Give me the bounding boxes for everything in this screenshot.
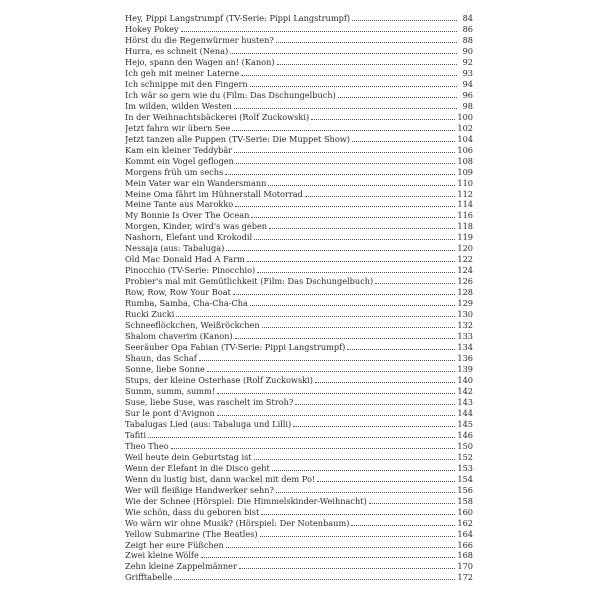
dot-leader — [235, 206, 455, 207]
toc-entry-page-number: 156 — [457, 484, 473, 495]
toc-entry-title: Hejo, spann den Wagen an! (Kanon) — [125, 56, 275, 67]
toc-entry-title: Sur le pont d'Avignon — [125, 407, 215, 418]
toc-entry — [125, 90, 473, 101]
toc-entry — [125, 353, 473, 364]
toc-entry-page-number: 118 — [457, 221, 473, 232]
toc-entry-page-number: 88 — [462, 34, 473, 45]
toc-entry-title: Hörst du die Regenwürmer husten? — [125, 34, 274, 45]
toc-entry — [125, 309, 473, 320]
toc-entry — [125, 178, 473, 189]
toc-entry-page-number: 106 — [457, 144, 473, 155]
dot-leader — [226, 250, 455, 251]
dot-leader — [225, 174, 455, 175]
toc-entry-page-number: 145 — [457, 418, 473, 429]
toc-entry-title: Shaun, das Schaf — [125, 353, 197, 364]
toc-entry-page-number: 129 — [457, 298, 473, 309]
toc-entry — [125, 561, 473, 572]
toc-entry-title: Rumba, Samba, Cha-Cha-Cha — [125, 298, 248, 309]
dot-leader — [293, 426, 455, 427]
dot-leader — [217, 393, 455, 394]
dot-leader — [174, 579, 455, 580]
dot-leader — [272, 470, 456, 471]
toc-entry-page-number: 119 — [457, 232, 473, 243]
toc-entry-title: Wie schön, dass du geboren bist — [125, 506, 260, 517]
toc-entry-page-number: 90 — [462, 45, 473, 56]
toc-entry-title: Yellow Submarine (The Beatles) — [125, 528, 258, 539]
toc-entry — [125, 485, 473, 496]
toc-entry-title: Schneeflöckchen, Weißröckchen — [125, 320, 260, 331]
toc-entry-page-number: 116 — [457, 210, 473, 221]
toc-entry-page-number: 160 — [457, 506, 473, 517]
toc-entry-page-number: 142 — [457, 385, 473, 396]
toc-entry-page-number: 143 — [457, 396, 473, 407]
toc-entry-page-number: 84 — [462, 13, 473, 23]
toc-entry — [125, 408, 473, 419]
toc-entry — [125, 331, 473, 342]
toc-entry — [125, 254, 473, 265]
dot-leader — [247, 261, 456, 262]
toc-entry-title: Wer will fleißige Handwerker sehn? — [125, 484, 274, 495]
toc-entry — [125, 13, 473, 24]
dot-leader — [261, 514, 455, 515]
dot-leader — [250, 305, 455, 306]
toc-entry — [125, 287, 473, 298]
toc-entry-page-number: 170 — [457, 561, 473, 572]
dot-leader — [311, 119, 455, 120]
toc-entry-title: Mein Vater war ein Wandersmann — [125, 177, 267, 188]
dot-leader — [233, 294, 455, 295]
toc-entry — [125, 375, 473, 386]
toc-entry — [125, 419, 473, 430]
toc-entry-title: Sonne, liebe Sonne — [125, 364, 205, 374]
toc-entry — [125, 397, 473, 408]
toc-entry-title: Zwei kleine Wölfe — [125, 550, 199, 561]
toc-entry — [125, 35, 473, 46]
toc-entry-page-number: 94 — [462, 78, 473, 89]
toc-entry-title: Meine Oma fährt im Hühnerstall Motorrad — [125, 188, 303, 199]
toc-entry-page-number: 120 — [457, 243, 473, 254]
toc-entry-title: Grifftabelle — [125, 572, 173, 583]
toc-entry-title: Theo Theo — [125, 440, 169, 451]
toc-entry-title: Ich wär so gern wie du (Film: Das Dschungelbuch) — [125, 89, 336, 100]
dot-leader — [305, 196, 455, 197]
toc-entry — [125, 540, 473, 551]
dot-leader — [176, 316, 455, 317]
dot-leader — [262, 327, 456, 328]
toc-entry-page-number: 172 — [457, 572, 473, 583]
toc-entry-title: Kommt ein Vogel geflogen — [125, 155, 234, 166]
toc-entry-page-number: 150 — [457, 440, 473, 451]
toc-entry-page-number: 136 — [457, 353, 473, 364]
toc-entry-page-number: 109 — [457, 166, 473, 177]
toc-entry-title: Row, Row, Row Your Boat — [125, 287, 231, 298]
dot-leader — [260, 536, 456, 537]
dot-leader — [230, 53, 457, 54]
dot-leader — [369, 503, 456, 504]
toc-entry-title: Seeräuber Opa Fabian (TV-Serie: Pippi Langstrumpf) — [125, 342, 346, 353]
toc-entry — [125, 474, 473, 485]
toc-entry — [125, 320, 473, 331]
toc-entry-page-number: 128 — [457, 287, 473, 298]
toc-entry-title: Ich geh mit meiner Laterne — [125, 67, 240, 78]
toc-entry-page-number: 133 — [457, 331, 473, 342]
toc-entry-page-number: 102 — [457, 122, 473, 133]
toc-entry-title: Jetzt fahrn wir übern See — [125, 122, 231, 133]
toc-entry-page-number: 132 — [457, 320, 473, 331]
toc-entry-page-number: 104 — [457, 133, 473, 144]
toc-entry-page-number: 108 — [457, 155, 473, 166]
toc-entry-page-number: 122 — [457, 254, 473, 265]
toc-entry — [125, 46, 473, 57]
toc-entry-page-number: 112 — [457, 188, 473, 199]
toc-entry-title: Nashorn, Elefant und Krokodil — [125, 232, 253, 243]
toc-entry-page-number: 166 — [457, 539, 473, 550]
toc-entry-page-number: 152 — [457, 451, 473, 462]
dot-leader — [347, 349, 455, 350]
toc-entry — [125, 265, 473, 276]
toc-entry-title: Jetzt tanzen alle Puppen (TV-Serie: Die Muppet Show) — [125, 133, 350, 144]
toc-entry-page-number: 124 — [457, 265, 473, 276]
toc-entry-page-number: 96 — [462, 89, 473, 100]
toc-entry-page-number: 168 — [457, 550, 473, 561]
toc-entry — [125, 572, 473, 583]
dot-leader — [295, 404, 455, 405]
toc-entry-page-number: 114 — [457, 199, 473, 210]
toc-entry-title: Hey, Pippi Langstrumpf (TV-Serie: Pippi Langstrumpf) — [125, 13, 351, 23]
toc-entry-title: Kam ein kleiner Teddybär — [125, 144, 233, 155]
toc-entry-title: Im wilden, wilden Westen — [125, 100, 232, 111]
toc-entry — [125, 167, 473, 178]
dot-leader — [241, 75, 457, 76]
dot-leader — [277, 64, 457, 65]
toc-entry — [125, 112, 473, 123]
toc-entry-title: Stups, der kleine Osterhase (Rolf Zuckowski) — [125, 374, 313, 385]
toc-entry-page-number: 140 — [457, 374, 473, 385]
dot-leader — [251, 217, 455, 218]
toc-entry — [125, 232, 473, 243]
toc-entry-title: Rucki Zucki — [125, 309, 175, 320]
toc-entry-page-number: 130 — [457, 309, 473, 320]
toc-entry-title: Wo wärn wir ohne Musik? (Hörspiel: Der Notenbaum) — [125, 517, 350, 528]
dot-leader — [317, 481, 455, 482]
toc-entry — [125, 496, 473, 507]
toc-entry-title: Nessaja (aus: Tabaluga) — [125, 243, 225, 254]
toc-entry-page-number: 110 — [457, 177, 473, 188]
toc-entry — [125, 298, 473, 309]
toc-entry-page-number: 86 — [462, 23, 473, 34]
toc-entry — [125, 507, 473, 518]
toc-entry-page-number: 98 — [462, 100, 473, 111]
toc-entry-title: Wenn der Elefant in die Disco geht — [125, 462, 270, 473]
dot-leader — [276, 492, 455, 493]
toc-entry-title: Hokey Pokey — [125, 23, 179, 34]
dot-leader — [269, 228, 455, 229]
toc-entry-title: Suse, liebe Suse, was raschelt im Stroh? — [125, 396, 294, 407]
dot-leader — [199, 360, 456, 361]
toc-entry — [125, 189, 473, 200]
toc-entry-title: Tabalugas Lied (aus: Tabaluga und Lilli) — [125, 418, 292, 429]
toc-entry — [125, 463, 473, 474]
dot-leader — [226, 547, 456, 548]
toc-entry-page-number: 162 — [457, 517, 473, 528]
dot-leader — [375, 283, 455, 284]
toc-entry — [125, 156, 473, 167]
toc-entry-page-number: 144 — [457, 407, 473, 418]
dot-leader — [234, 108, 457, 109]
toc-entry — [125, 452, 473, 463]
toc-entry-title: Pinocchio (TV-Serie: Pinocchio) — [125, 265, 256, 276]
dot-leader — [351, 525, 455, 526]
toc-entry — [125, 79, 473, 90]
toc-entry — [125, 210, 473, 221]
toc-entry-title: Old Mac Donald Had A Farm — [125, 254, 245, 265]
dot-leader — [236, 163, 456, 164]
toc-entry-title: Tafiti — [125, 429, 147, 440]
dot-leader — [254, 459, 456, 460]
dot-leader — [352, 20, 457, 21]
toc-entry — [125, 123, 473, 134]
toc-entry-page-number: 126 — [457, 276, 473, 287]
toc-entry — [125, 145, 473, 156]
dot-leader — [217, 415, 456, 416]
toc-entry — [125, 57, 473, 68]
toc-entry — [125, 550, 473, 561]
toc-entry — [125, 243, 473, 254]
toc-entry — [125, 518, 473, 529]
table-of-contents — [125, 13, 473, 583]
toc-entry — [125, 24, 473, 35]
toc-entry-title: Wenn du lustig bist, dann wackel mit dem Po! — [125, 473, 316, 484]
toc-entry-title: Morgens früh um sechs — [125, 166, 224, 177]
dot-leader — [257, 272, 455, 273]
toc-entry — [125, 134, 473, 145]
toc-entry — [125, 342, 473, 353]
toc-entry-page-number: 93 — [462, 67, 473, 78]
toc-entry — [125, 364, 473, 375]
dot-leader — [268, 185, 455, 186]
dot-leader — [181, 31, 457, 32]
toc-entry-title: Probier's mal mit Gemütlichkeit (Film: Das Dschungelbuch) — [125, 276, 374, 287]
dot-leader — [254, 239, 455, 240]
toc-entry — [125, 101, 473, 112]
dot-leader — [201, 557, 456, 558]
dot-leader — [352, 141, 455, 142]
dot-leader — [148, 437, 455, 438]
toc-entry-title: Ich schnippe mit den Fingern — [125, 78, 248, 89]
dot-leader — [276, 42, 457, 43]
dot-leader — [234, 152, 455, 153]
toc-entry-page-number: 154 — [457, 473, 473, 484]
toc-entry-title: Hurra, es schneit (Nena) — [125, 45, 229, 56]
toc-entry-title: Weil heute dein Geburtstag ist — [125, 451, 252, 462]
dot-leader — [315, 382, 455, 383]
toc-entry-page-number: 164 — [457, 528, 473, 539]
toc-entry-page-number: 100 — [457, 111, 473, 122]
toc-entry-title: Zehn kleine Zappelmänner — [125, 561, 237, 572]
toc-entry-title: In der Weihnachtsbäckerei (Rolf Zuckowski) — [125, 111, 310, 122]
toc-entry — [125, 221, 473, 232]
toc-entry — [125, 276, 473, 287]
toc-entry-page-number: 146 — [457, 429, 473, 440]
toc-entry-title: Wie der Schnee (Hörspiel: Die Himmelskinder-Weihnacht) — [125, 495, 367, 506]
toc-entry-page-number: 92 — [462, 56, 473, 67]
toc-entry-title: Shalom chaverim (Kanon) — [125, 331, 233, 342]
dot-leader — [250, 86, 457, 87]
toc-entry — [125, 199, 473, 210]
dot-leader — [338, 97, 457, 98]
dot-leader — [235, 338, 456, 339]
toc-entry — [125, 430, 473, 441]
toc-entry — [125, 529, 473, 540]
toc-entry-page-number: 139 — [457, 364, 473, 374]
dot-leader — [232, 130, 455, 131]
toc-entry-title: Meine Tante aus Marokko — [125, 199, 234, 210]
toc-entry — [125, 441, 473, 452]
toc-entry-title: Summ, summ, summ! — [125, 385, 216, 396]
toc-entry-page-number: 158 — [457, 495, 473, 506]
toc-entry — [125, 68, 473, 79]
toc-entry-page-number: 134 — [457, 342, 473, 353]
toc-entry — [125, 386, 473, 397]
dot-leader — [171, 448, 456, 449]
dot-leader — [239, 568, 455, 569]
toc-entry-title: Zeigt her eure Füßchen — [125, 539, 224, 550]
toc-entry-title: My Bonnie Is Over The Ocean — [125, 210, 250, 221]
dot-leader — [207, 371, 456, 372]
toc-entry-page-number: 153 — [457, 462, 473, 473]
toc-entry-title: Morgen, Kinder, wird's was geben — [125, 221, 268, 232]
